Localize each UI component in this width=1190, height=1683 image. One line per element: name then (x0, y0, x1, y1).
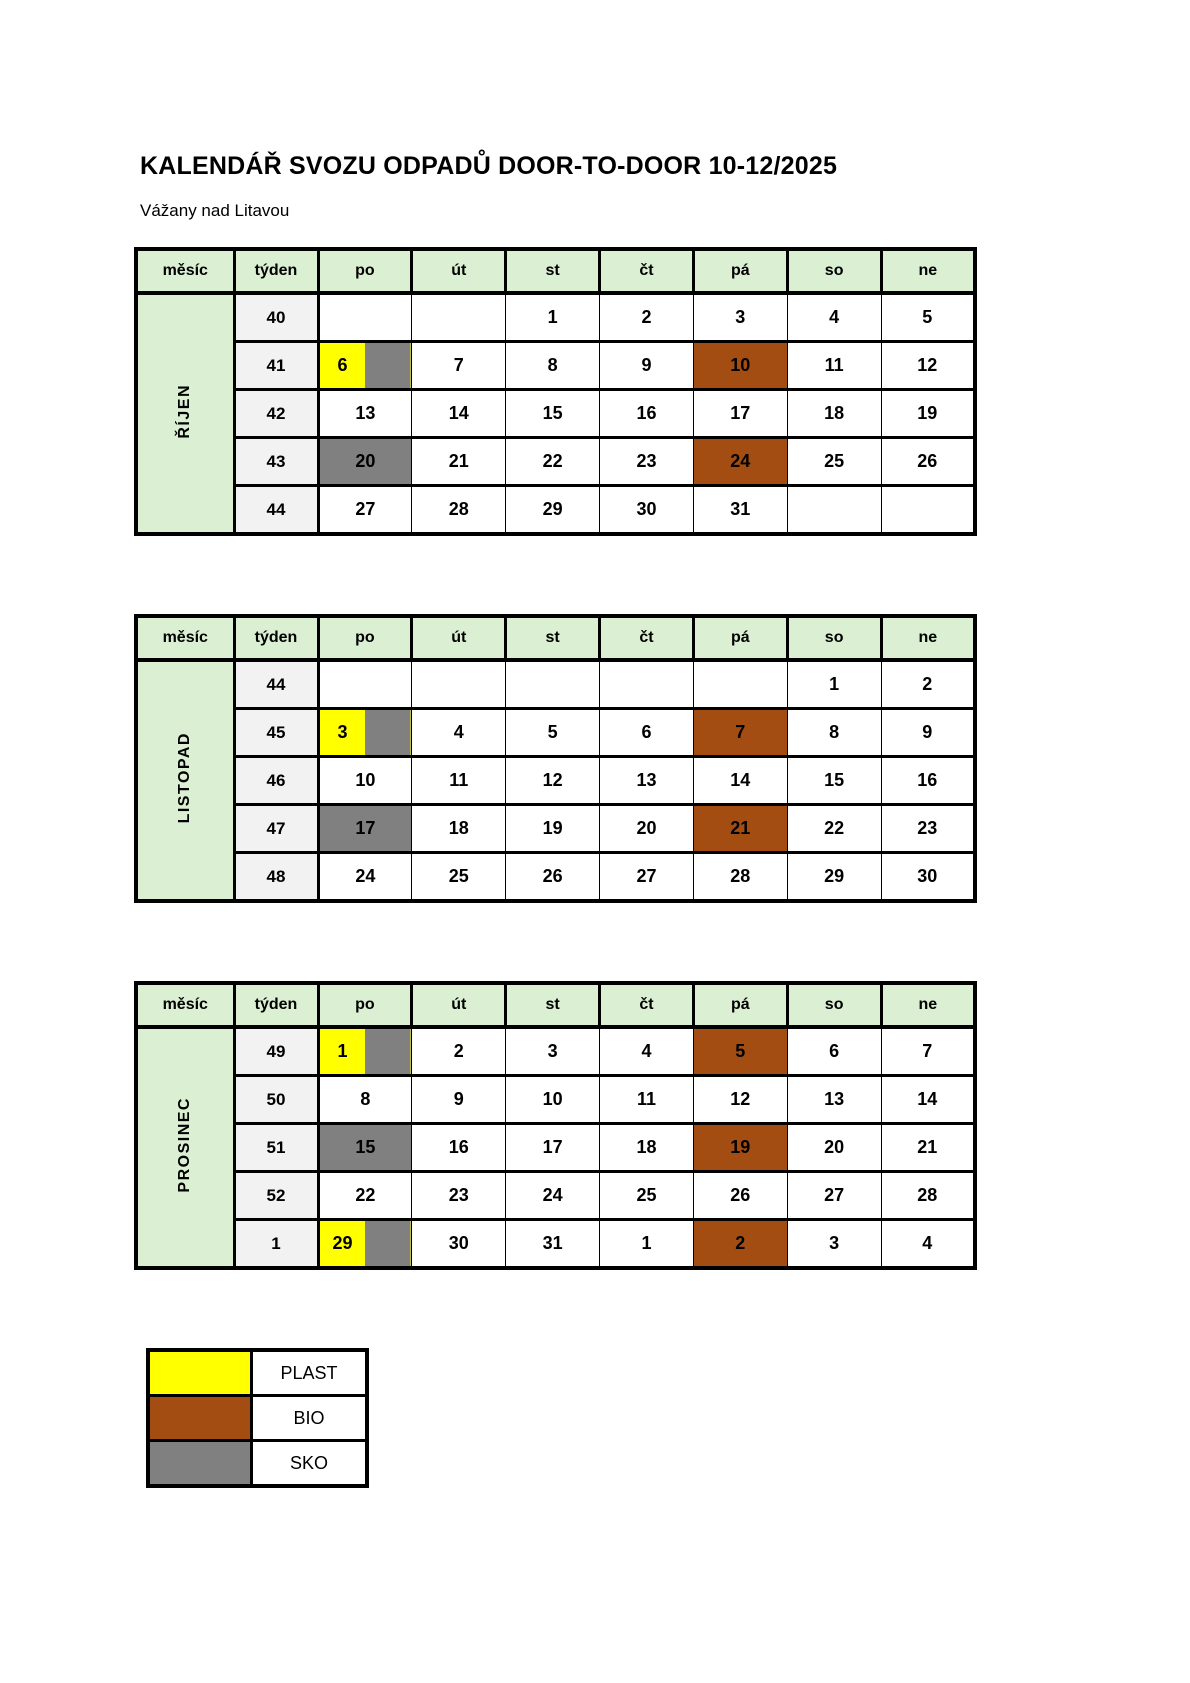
col-header--t: út (412, 616, 506, 660)
col-header-ne: ne (881, 249, 975, 293)
week-row (136, 1172, 975, 1220)
week-row (136, 342, 975, 390)
day-number: 18 (824, 403, 845, 423)
day-number: 4 (453, 722, 464, 742)
day-number: 12 (917, 355, 938, 375)
day-cell (881, 438, 975, 486)
calendar-tables (134, 247, 1190, 1270)
day-cell-bio (693, 709, 787, 757)
day-number: 29 (332, 1233, 353, 1253)
col-header-so: so (787, 983, 881, 1027)
day-number: 8 (829, 722, 840, 742)
day-cell (412, 1220, 506, 1269)
day-cell (881, 486, 975, 535)
col-header-po: po (318, 616, 412, 660)
day-cell (787, 293, 881, 342)
day-number: 20 (355, 451, 376, 471)
day-number: 8 (360, 1089, 371, 1109)
day-cell (787, 1220, 881, 1269)
day-number: 26 (542, 866, 563, 886)
week-number-cell: 50 (234, 1076, 318, 1124)
week-row (136, 1220, 975, 1269)
day-cell (787, 853, 881, 902)
day-cell (412, 853, 506, 902)
day-cell (318, 293, 412, 342)
day-number: 7 (453, 355, 464, 375)
day-cell (506, 438, 600, 486)
day-cell (693, 390, 787, 438)
col-header--t: čt (600, 249, 694, 293)
day-number: 3 (337, 722, 348, 742)
day-number: 6 (829, 1041, 840, 1061)
day-number: 5 (922, 307, 933, 327)
day-cell (506, 1076, 600, 1124)
day-number: 30 (448, 1233, 469, 1253)
day-cell (881, 853, 975, 902)
day-cell (881, 1124, 975, 1172)
col-header-so: so (787, 249, 881, 293)
day-cell (600, 486, 694, 535)
day-number: 28 (448, 499, 469, 519)
week-row (136, 757, 975, 805)
day-cell-bio (693, 438, 787, 486)
col-header-m-s-c: měsíc (136, 983, 234, 1027)
day-number: 12 (542, 770, 563, 790)
legend-swatch-plast (148, 1350, 252, 1396)
day-cell-plast-sko (318, 709, 412, 757)
day-cell (506, 805, 600, 853)
day-number: 28 (917, 1185, 938, 1205)
legend-row-bio (148, 1396, 367, 1441)
week-number-cell: 49 (234, 1027, 318, 1076)
day-cell-bio (693, 1220, 787, 1269)
month-cell (136, 293, 234, 534)
col-header-p-: pá (693, 616, 787, 660)
day-cell (693, 486, 787, 535)
week-number-cell: 48 (234, 853, 318, 902)
day-cell (693, 1172, 787, 1220)
day-number: 23 (448, 1185, 469, 1205)
day-number: 24 (355, 866, 376, 886)
day-number: 11 (824, 355, 844, 375)
col-header-po: po (318, 983, 412, 1027)
col-header--t: út (412, 249, 506, 293)
day-cell (600, 805, 694, 853)
header-row (136, 616, 975, 660)
day-number: 2 (922, 674, 933, 694)
day-number: 21 (448, 451, 469, 471)
day-cell (600, 438, 694, 486)
day-cell (787, 709, 881, 757)
day-cell (881, 660, 975, 709)
day-cell (318, 853, 412, 902)
page-title: KALENDÁŘ SVOZU ODPADŮ DOOR-TO-DOOR 10-12/2025 (140, 152, 838, 180)
day-number: 25 (636, 1185, 657, 1205)
day-number: 3 (547, 1041, 558, 1061)
week-number-cell: 43 (234, 438, 318, 486)
day-number: 20 (824, 1137, 845, 1157)
week-number-cell: 46 (234, 757, 318, 805)
day-number: 14 (730, 770, 751, 790)
day-number: 1 (641, 1233, 652, 1253)
day-number: 4 (922, 1233, 933, 1253)
day-cell (318, 1076, 412, 1124)
day-cell (787, 660, 881, 709)
day-number: 21 (730, 818, 751, 838)
day-number: 13 (824, 1089, 845, 1109)
day-cell-plast-sko (318, 1027, 412, 1076)
day-cell (881, 1172, 975, 1220)
municipality-name: Vážany nad Litavou (140, 201, 290, 220)
col-header-ne: ne (881, 983, 975, 1027)
day-number: 28 (730, 866, 751, 886)
day-number: 20 (636, 818, 657, 838)
day-cell-sko (318, 1124, 412, 1172)
day-cell (412, 1027, 506, 1076)
day-cell (318, 1172, 412, 1220)
day-cell (881, 293, 975, 342)
week-row (136, 1027, 975, 1076)
day-cell (412, 342, 506, 390)
day-number: 3 (735, 307, 746, 327)
day-number: 16 (917, 770, 938, 790)
day-cell (600, 1124, 694, 1172)
day-number: 27 (355, 499, 376, 519)
day-number: 18 (448, 818, 469, 838)
day-cell-sko (318, 438, 412, 486)
day-number: 19 (730, 1137, 751, 1157)
col-header-so: so (787, 616, 881, 660)
day-cell (412, 757, 506, 805)
day-cell (600, 293, 694, 342)
day-number: 29 (542, 499, 563, 519)
day-cell (506, 390, 600, 438)
day-cell-bio (693, 1027, 787, 1076)
day-cell (506, 342, 600, 390)
day-number: 2 (735, 1233, 746, 1253)
day-cell (506, 757, 600, 805)
day-number: 10 (542, 1089, 563, 1109)
day-cell (600, 390, 694, 438)
day-number: 4 (641, 1041, 652, 1061)
day-cell (787, 1027, 881, 1076)
day-number: 23 (917, 818, 938, 838)
week-number-cell: 42 (234, 390, 318, 438)
col-header-t-den: týden (234, 249, 318, 293)
col-header-st: st (506, 616, 600, 660)
day-cell (600, 1220, 694, 1269)
day-cell (412, 660, 506, 709)
day-cell (881, 390, 975, 438)
week-row (136, 438, 975, 486)
week-number-cell: 51 (234, 1124, 318, 1172)
day-cell (881, 709, 975, 757)
day-number: 21 (917, 1137, 938, 1157)
day-cell (506, 486, 600, 535)
day-cell (787, 1124, 881, 1172)
day-number: 17 (730, 403, 751, 423)
day-number: 9 (641, 355, 652, 375)
day-cell (600, 1172, 694, 1220)
day-cell (412, 438, 506, 486)
day-cell (506, 709, 600, 757)
day-number: 1 (547, 307, 558, 327)
week-number-cell: 47 (234, 805, 318, 853)
month-label: ŘÍJEN (176, 383, 194, 439)
day-cell (412, 390, 506, 438)
day-number: 14 (917, 1089, 938, 1109)
day-cell-plast-sko (318, 342, 412, 390)
day-cell (600, 757, 694, 805)
header-row (136, 249, 975, 293)
legend-label: SKO (252, 1441, 368, 1487)
day-cell (412, 1076, 506, 1124)
week-row (136, 1124, 975, 1172)
day-number: 11 (449, 770, 469, 790)
day-cell (600, 853, 694, 902)
day-number: 7 (922, 1041, 933, 1061)
day-cell (506, 1124, 600, 1172)
day-number: 3 (829, 1233, 840, 1253)
week-row (136, 805, 975, 853)
day-number: 1 (829, 674, 840, 694)
day-number: 9 (453, 1089, 464, 1109)
month-cell (136, 1027, 234, 1268)
day-number: 17 (355, 818, 376, 838)
legend-swatch-bio (148, 1396, 252, 1441)
day-cell-bio (693, 1124, 787, 1172)
day-cell (412, 486, 506, 535)
week-number-cell: 1 (234, 1220, 318, 1269)
col-header-st: st (506, 249, 600, 293)
day-number: 12 (730, 1089, 751, 1109)
day-number: 5 (735, 1041, 746, 1061)
day-number: 15 (355, 1137, 376, 1157)
col-header-t-den: týden (234, 616, 318, 660)
day-cell (881, 757, 975, 805)
month-table--jen (134, 247, 977, 536)
week-number-cell: 40 (234, 293, 318, 342)
day-cell (600, 342, 694, 390)
day-cell (787, 1076, 881, 1124)
day-cell (787, 486, 881, 535)
month-table-prosinec (134, 981, 977, 1270)
day-number: 19 (542, 818, 563, 838)
day-number: 30 (636, 499, 657, 519)
day-number: 16 (636, 403, 657, 423)
day-cell (693, 757, 787, 805)
week-row (136, 709, 975, 757)
day-number: 8 (547, 355, 558, 375)
week-number-cell: 44 (234, 660, 318, 709)
day-number: 10 (355, 770, 376, 790)
col-header-t-den: týden (234, 983, 318, 1027)
day-cell (506, 1027, 600, 1076)
col-header-m-s-c: měsíc (136, 616, 234, 660)
month-table-listopad (134, 614, 977, 903)
month-label: LISTOPAD (176, 732, 194, 824)
month-cell (136, 660, 234, 901)
legend (146, 1348, 369, 1488)
day-number: 9 (922, 722, 933, 742)
day-cell (506, 1172, 600, 1220)
day-cell (693, 853, 787, 902)
col-header-m-s-c: měsíc (136, 249, 234, 293)
day-cell (600, 1076, 694, 1124)
legend-row-plast (148, 1350, 367, 1396)
day-cell (600, 709, 694, 757)
day-number: 22 (355, 1185, 376, 1205)
day-cell (881, 805, 975, 853)
col-header-p-: pá (693, 249, 787, 293)
week-row (136, 660, 975, 709)
week-number-cell: 44 (234, 486, 318, 535)
legend-body (148, 1350, 367, 1486)
day-cell (600, 1027, 694, 1076)
day-cell (412, 1124, 506, 1172)
day-cell (881, 1027, 975, 1076)
day-number: 22 (824, 818, 845, 838)
day-number: 23 (636, 451, 657, 471)
day-number: 10 (730, 355, 751, 375)
day-number: 27 (824, 1185, 845, 1205)
week-row (136, 293, 975, 342)
day-cell (787, 805, 881, 853)
day-number: 22 (542, 451, 563, 471)
day-number: 4 (829, 307, 840, 327)
day-number: 15 (542, 403, 563, 423)
day-number: 13 (636, 770, 657, 790)
day-number: 18 (636, 1137, 657, 1157)
week-row (136, 486, 975, 535)
day-cell (412, 805, 506, 853)
day-cell-plast-sko (318, 1220, 412, 1269)
day-cell (787, 757, 881, 805)
col-header--t: čt (600, 983, 694, 1027)
legend-swatch-sko (148, 1441, 252, 1487)
day-cell (412, 1172, 506, 1220)
week-row (136, 1076, 975, 1124)
day-cell (693, 660, 787, 709)
day-number: 31 (730, 499, 751, 519)
day-number: 14 (448, 403, 469, 423)
legend-row-sko (148, 1441, 367, 1487)
day-number: 16 (448, 1137, 469, 1157)
header-row (136, 983, 975, 1027)
col-header-ne: ne (881, 616, 975, 660)
col-header-st: st (506, 983, 600, 1027)
day-number: 6 (641, 722, 652, 742)
day-number: 2 (641, 307, 652, 327)
day-cell-bio (693, 805, 787, 853)
day-cell (787, 438, 881, 486)
week-number-cell: 52 (234, 1172, 318, 1220)
week-number-cell: 41 (234, 342, 318, 390)
legend-label: BIO (252, 1396, 368, 1441)
day-cell-sko (318, 805, 412, 853)
day-cell (318, 390, 412, 438)
week-row (136, 853, 975, 902)
day-number: 2 (453, 1041, 464, 1061)
day-cell (693, 1076, 787, 1124)
day-number: 15 (824, 770, 845, 790)
day-cell (412, 293, 506, 342)
day-cell (693, 293, 787, 342)
day-cell (318, 757, 412, 805)
week-row (136, 390, 975, 438)
legend-label: PLAST (252, 1350, 368, 1396)
col-header--t: út (412, 983, 506, 1027)
day-cell (506, 293, 600, 342)
day-number: 24 (542, 1185, 563, 1205)
day-number: 27 (636, 866, 657, 886)
day-number: 6 (337, 355, 348, 375)
day-number: 5 (547, 722, 558, 742)
col-header--t: čt (600, 616, 694, 660)
day-cell (318, 660, 412, 709)
day-cell (600, 660, 694, 709)
day-number: 26 (917, 451, 938, 471)
week-number-cell: 45 (234, 709, 318, 757)
day-number: 19 (917, 403, 938, 423)
day-cell (787, 1172, 881, 1220)
day-number: 26 (730, 1185, 751, 1205)
col-header-po: po (318, 249, 412, 293)
day-number: 25 (824, 451, 845, 471)
day-cell-bio (693, 342, 787, 390)
day-cell (881, 342, 975, 390)
day-number: 31 (542, 1233, 563, 1253)
day-number: 11 (636, 1089, 656, 1109)
day-cell (318, 486, 412, 535)
day-cell (881, 1076, 975, 1124)
day-number: 1 (337, 1041, 348, 1061)
day-cell (506, 660, 600, 709)
day-number: 25 (448, 866, 469, 886)
day-cell (506, 853, 600, 902)
day-number: 29 (824, 866, 845, 886)
day-number: 24 (730, 451, 751, 471)
day-cell (787, 390, 881, 438)
col-header-p-: pá (693, 983, 787, 1027)
day-number: 17 (542, 1137, 563, 1157)
day-cell (412, 709, 506, 757)
day-cell (787, 342, 881, 390)
day-cell (506, 1220, 600, 1269)
day-cell (881, 1220, 975, 1269)
month-label: PROSINEC (176, 1097, 194, 1193)
day-number: 30 (917, 866, 938, 886)
day-number: 7 (735, 722, 746, 742)
day-number: 13 (355, 403, 376, 423)
